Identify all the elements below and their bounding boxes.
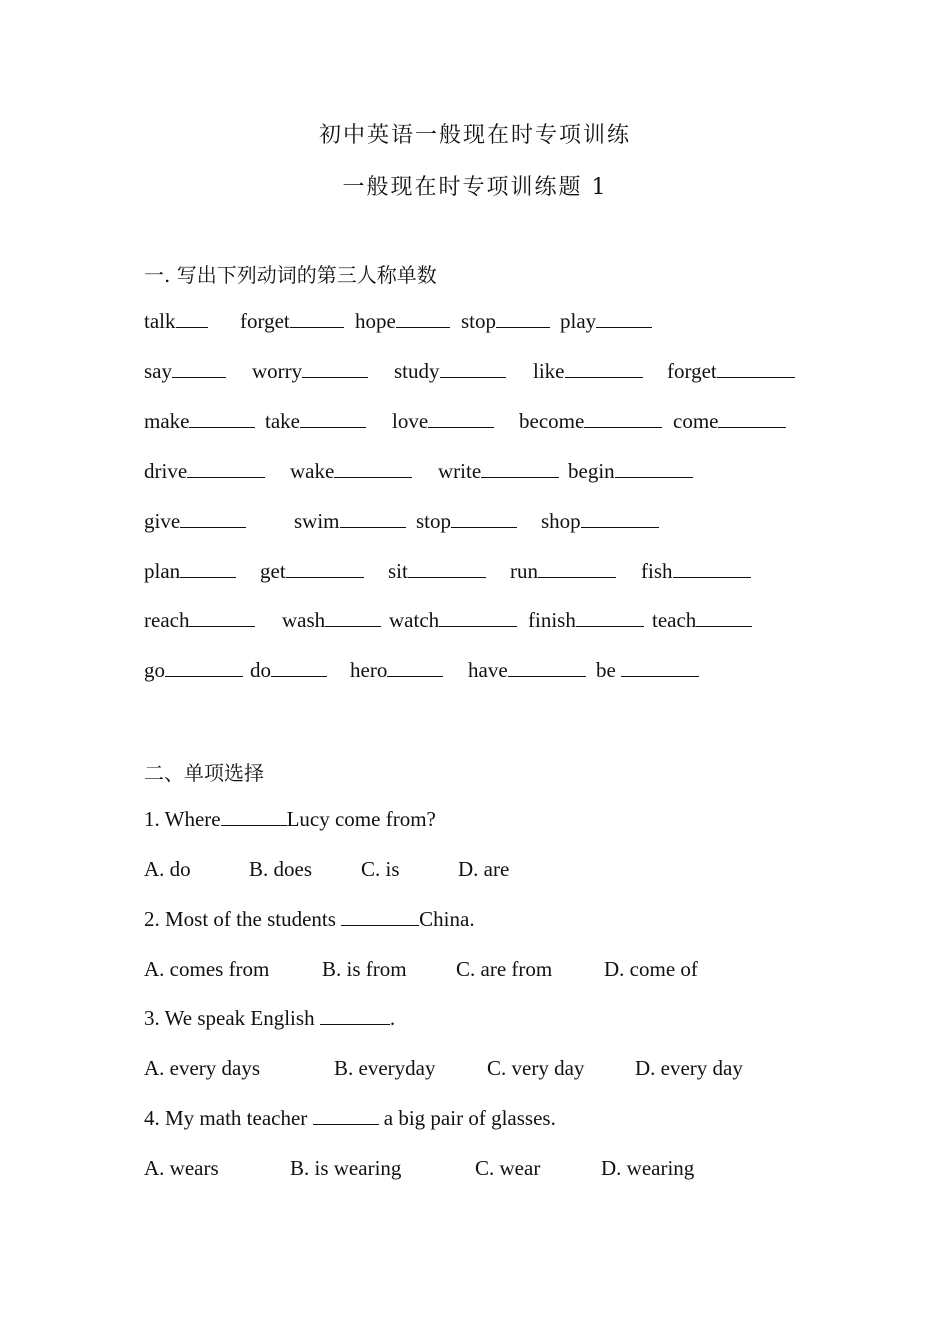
verb-item (144, 509, 246, 534)
verb-word: give (144, 509, 181, 533)
verb-word: wash (282, 608, 326, 632)
option-d[interactable]: D. wearing (601, 1156, 695, 1180)
verb-word: begin (568, 459, 615, 483)
option-c[interactable]: C. wear (475, 1156, 541, 1180)
answer-blank[interactable] (189, 608, 255, 627)
verb-word: finish (528, 608, 576, 632)
section1-heading: 一. 写出下列动词的第三人称单数 (144, 263, 437, 287)
option-b[interactable]: B. does (249, 857, 312, 881)
verb-item (560, 309, 652, 334)
verb-item (388, 559, 486, 584)
option-d[interactable]: D. every day (635, 1056, 743, 1080)
verb-word: shop (541, 509, 581, 533)
section2-heading: 二、单项选择 (144, 761, 264, 785)
verb-word: have (468, 658, 508, 682)
verb-word: do (250, 658, 271, 682)
answer-blank[interactable] (341, 907, 419, 926)
verb-item (528, 608, 644, 633)
verb-item (240, 309, 344, 334)
verb-item (355, 309, 450, 334)
verb-word: take (265, 409, 300, 433)
answer-blank[interactable] (673, 559, 751, 578)
option-c[interactable]: C. are from (456, 957, 553, 981)
question-text: 4. My math teacher (144, 1106, 308, 1130)
answer-blank[interactable] (718, 409, 786, 428)
option-d[interactable]: D. come of (604, 957, 698, 981)
answer-blank[interactable] (565, 359, 643, 378)
verb-word: forget (667, 359, 717, 383)
verb-item (252, 359, 368, 384)
answer-blank[interactable] (428, 409, 494, 428)
verb-item (144, 409, 255, 434)
verb-item (533, 359, 643, 384)
verb-word: hero (350, 658, 388, 682)
question-2 (144, 907, 475, 932)
verb-word: talk (144, 309, 176, 333)
verb-item (144, 459, 265, 484)
option-b[interactable]: B. is wearing (290, 1156, 402, 1180)
verb-word: stop (461, 309, 497, 333)
option-d[interactable]: D. are (458, 857, 510, 881)
question-3 (144, 1006, 395, 1031)
option-a[interactable]: A. wears (144, 1156, 219, 1180)
answer-blank[interactable] (576, 608, 644, 627)
verb-item (144, 309, 208, 334)
verb-word: like (533, 359, 565, 383)
verb-word: swim (294, 509, 340, 533)
verb-item (144, 559, 236, 584)
verb-item (667, 359, 795, 384)
verb-item (250, 658, 327, 683)
question-4 (144, 1106, 556, 1131)
answer-blank[interactable] (187, 459, 265, 478)
verb-word: make (144, 409, 190, 433)
verb-word: go (144, 658, 165, 682)
answer-blank[interactable] (189, 409, 255, 428)
verb-word: watch (389, 608, 440, 632)
verb-word: plan (144, 559, 181, 583)
answer-blank[interactable] (302, 359, 368, 378)
option-c[interactable]: C. very day (487, 1056, 585, 1080)
question-text: 1. Where (144, 807, 221, 831)
verb-item (416, 509, 517, 534)
verb-item (144, 658, 243, 683)
verb-item (394, 359, 506, 384)
question-text: 3. We speak English (144, 1006, 315, 1030)
verb-word: drive (144, 459, 188, 483)
question-text: a big pair of glasses. (383, 1106, 556, 1130)
verb-word: sit (388, 559, 408, 583)
verb-word: study (394, 359, 440, 383)
option-b[interactable]: B. everyday (334, 1056, 436, 1080)
verb-item (673, 409, 786, 434)
verb-item (468, 658, 586, 683)
verb-item (641, 559, 751, 584)
option-a[interactable]: A. do (144, 857, 191, 881)
verb-item (652, 608, 752, 633)
verb-item (568, 459, 693, 484)
answer-blank[interactable] (172, 359, 226, 378)
answer-blank[interactable] (621, 658, 699, 677)
answer-blank[interactable] (320, 1006, 390, 1025)
answer-blank[interactable] (176, 309, 208, 328)
verb-item (389, 608, 517, 633)
verb-item (438, 459, 559, 484)
verb-word: reach (144, 608, 190, 632)
verb-item (541, 509, 659, 534)
verb-item (260, 559, 364, 584)
verb-item (282, 608, 381, 633)
answer-blank[interactable] (439, 608, 517, 627)
verb-word: get (260, 559, 286, 583)
verb-word: play (560, 309, 597, 333)
verb-item (510, 559, 616, 584)
verb-item (290, 459, 412, 484)
option-b[interactable]: B. is from (322, 957, 407, 981)
answer-blank[interactable] (396, 309, 450, 328)
answer-blank[interactable] (300, 409, 366, 428)
answer-blank[interactable] (596, 309, 652, 328)
question-text: Lucy come from? (286, 807, 436, 831)
question-text: 2. Most of the students (144, 907, 336, 931)
answer-blank[interactable] (271, 658, 327, 677)
document-title: 初中英语一般现在时专项训练 (318, 123, 631, 148)
verb-word: stop (416, 509, 452, 533)
answer-blank[interactable] (334, 459, 412, 478)
answer-blank[interactable] (496, 309, 550, 328)
verb-word: become (519, 409, 585, 433)
answer-blank[interactable] (408, 559, 486, 578)
verb-item (144, 359, 226, 384)
answer-blank[interactable] (615, 459, 693, 478)
answer-blank[interactable] (180, 509, 246, 528)
verb-item (596, 658, 699, 683)
answer-blank[interactable] (508, 658, 586, 677)
verb-item (519, 409, 662, 434)
answer-blank[interactable] (538, 559, 616, 578)
verb-word: hope (355, 309, 396, 333)
verb-word: worry (252, 359, 303, 383)
verb-word: write (438, 459, 482, 483)
verb-word: love (392, 409, 429, 433)
answer-blank[interactable] (387, 658, 443, 677)
question-1 (144, 807, 436, 832)
verb-word: be (596, 658, 616, 682)
verb-item (392, 409, 494, 434)
question-text: China. (419, 907, 475, 931)
verb-word: say (144, 359, 172, 383)
option-c[interactable]: C. is (361, 857, 400, 881)
answer-blank[interactable] (340, 509, 406, 528)
answer-blank[interactable] (481, 459, 559, 478)
answer-blank[interactable] (584, 409, 662, 428)
verb-item (461, 309, 550, 334)
question-text: . (389, 1006, 396, 1030)
answer-blank[interactable] (221, 807, 287, 826)
answer-blank[interactable] (290, 309, 344, 328)
option-a[interactable]: A. comes from (144, 957, 270, 981)
verb-word: fish (641, 559, 673, 583)
answer-blank[interactable] (325, 608, 381, 627)
verb-word: forget (240, 309, 290, 333)
option-a[interactable]: A. every days (144, 1056, 261, 1080)
answer-blank[interactable] (286, 559, 364, 578)
verb-item (265, 409, 366, 434)
answer-blank[interactable] (696, 608, 752, 627)
verb-item (144, 608, 255, 633)
verb-word: run (510, 559, 538, 583)
answer-blank[interactable] (717, 359, 795, 378)
verb-word: teach (652, 608, 697, 632)
document-subtitle: 一般现在时专项训练题 1 (342, 175, 608, 200)
verb-word: wake (290, 459, 335, 483)
verb-item (350, 658, 443, 683)
verb-item (294, 509, 406, 534)
answer-blank[interactable] (451, 509, 517, 528)
answer-blank[interactable] (165, 658, 243, 677)
verb-word: come (673, 409, 719, 433)
answer-blank[interactable] (180, 559, 236, 578)
answer-blank[interactable] (440, 359, 506, 378)
answer-blank[interactable] (313, 1106, 379, 1125)
answer-blank[interactable] (581, 509, 659, 528)
